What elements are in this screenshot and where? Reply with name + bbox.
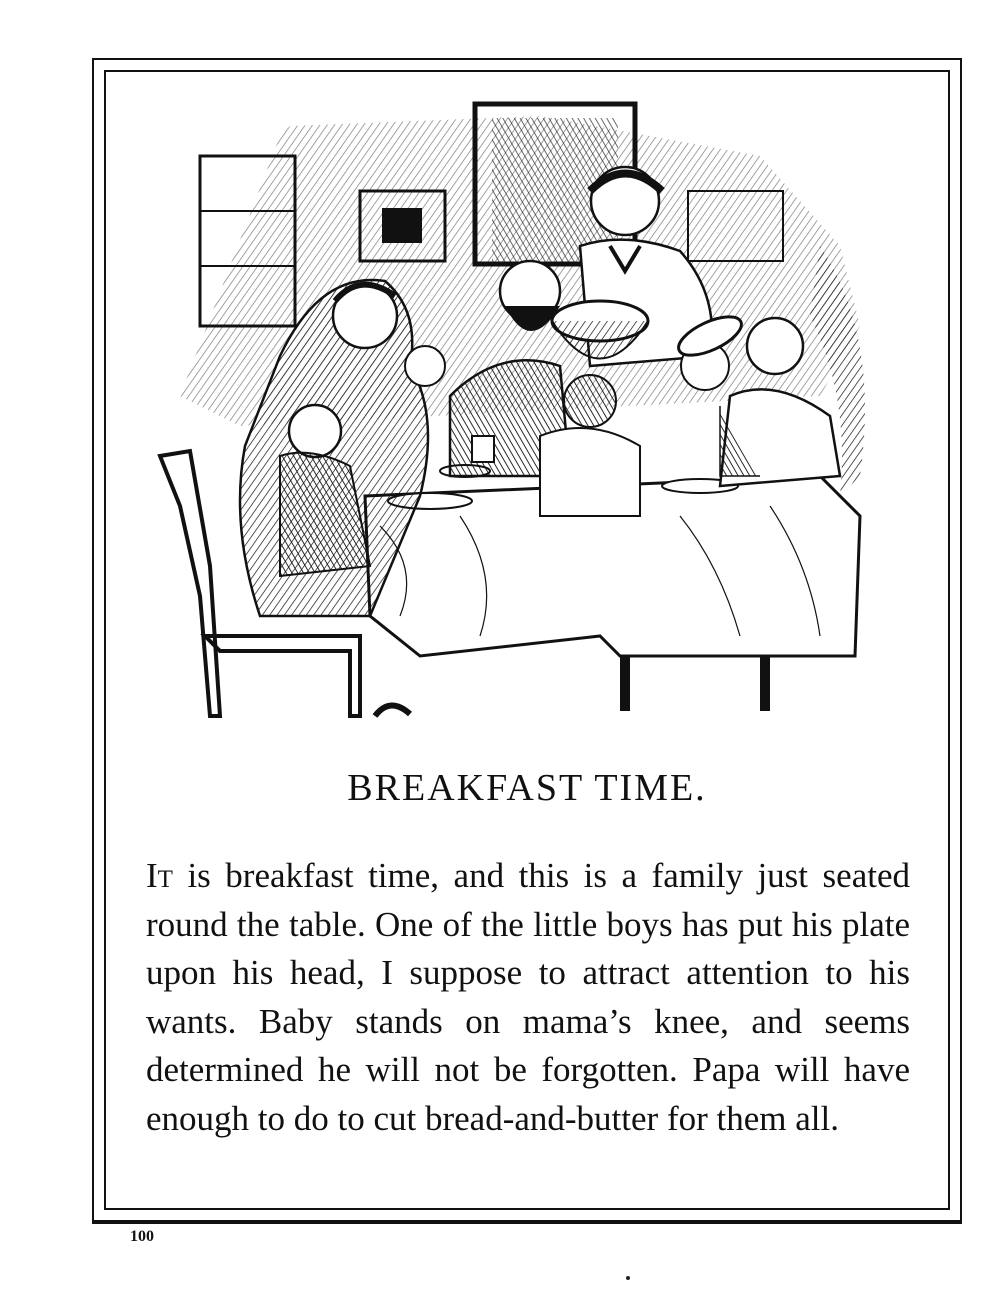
print-speck	[626, 1276, 630, 1280]
body-paragraph	[146, 852, 910, 1143]
page-title: BREAKFAST TIME.	[347, 767, 707, 809]
page-number: 100	[130, 1228, 154, 1245]
breakfast-illustration	[120, 96, 880, 726]
page-border-bottom-rule	[92, 1222, 962, 1224]
lead-word: It	[146, 856, 173, 895]
paragraph-text: is breakfast time, and this is a family just seated round the table. One of the little boys has put his plate upon his head, I suppose to attract attention to his wants. Baby stands on mama’s knee, and seems determined he will not be forgotten. Papa will have enough to do to cut bread-and-butter for them all.	[146, 856, 910, 1138]
